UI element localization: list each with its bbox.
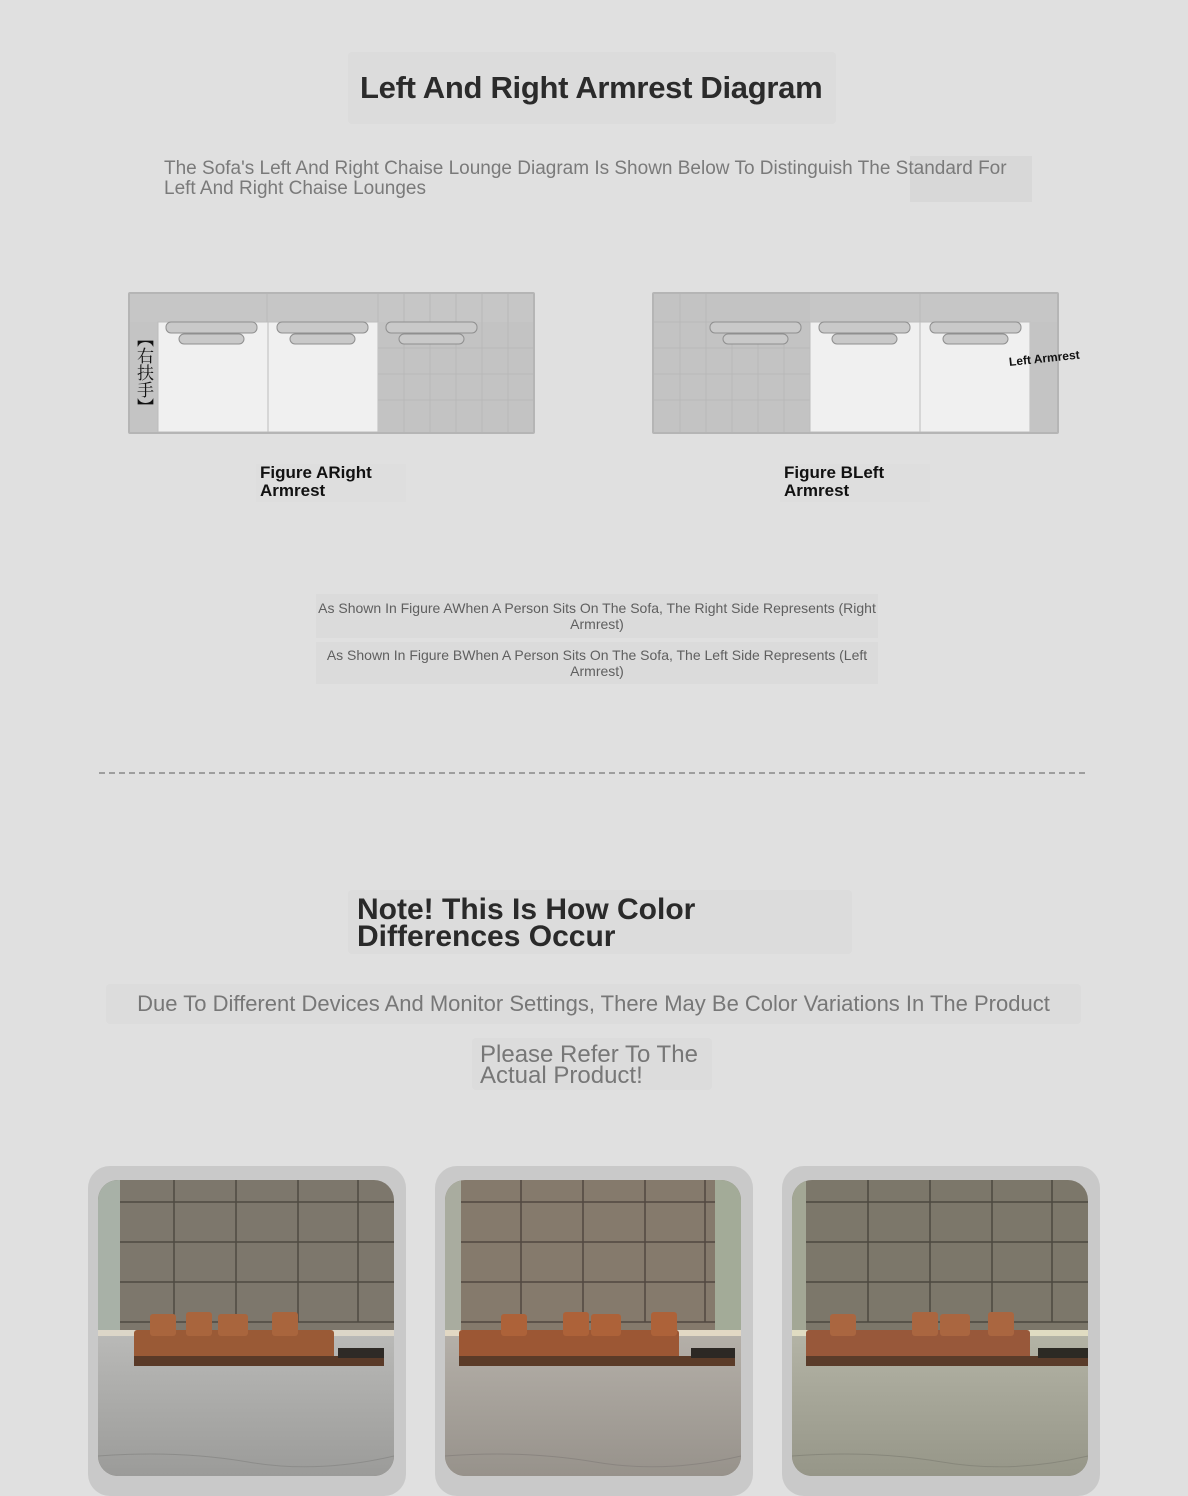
refer-actual-product: Please Refer To The Actual Product! [472,1038,712,1090]
product-photo-warm [445,1180,741,1476]
sofa-room-image [98,1180,394,1476]
product-photo-card-1 [88,1166,406,1496]
product-photo-neutral [98,1180,394,1476]
page-subtitle: The Sofa's Left And Right Chaise Lounge Diagram Is Shown Below To Distinguish The Standard For Left And Right Chaise Lounges [160,156,1032,202]
sofa-room-image [445,1180,741,1476]
figure-a-caption: Figure ARight Armrest [256,464,406,502]
right-armrest-label: 【右扶手】 [133,330,153,415]
product-photo-cool-green [792,1180,1088,1476]
sofa-diagram-b [652,292,1059,434]
section-divider [99,772,1085,774]
page-title: Left And Right Armrest Diagram [348,52,836,124]
explanation-figure-b: As Shown In Figure BWhen A Person Sits On The Sofa, The Left Side Represents (Left Armrest) [316,642,878,684]
sofa-room-image [792,1180,1088,1476]
sofa-diagram-a [128,292,535,434]
sofa-diagram-a-drawing [130,294,533,432]
left-armrest-label: Left Armrest [1008,347,1081,369]
figure-b-caption: Figure BLeft Armrest [780,464,930,502]
color-note-title: Note! This Is How Color Differences Occur [348,890,852,954]
product-photo-card-2 [435,1166,753,1496]
color-note-description: Due To Different Devices And Monitor Settings, There May Be Color Variations In The Product [106,984,1081,1024]
explanation-figure-a: As Shown In Figure AWhen A Person Sits On The Sofa, The Right Side Represents (Right Armrest) [316,594,878,638]
sofa-diagram-b-drawing [654,294,1057,432]
product-photo-card-3 [782,1166,1100,1496]
